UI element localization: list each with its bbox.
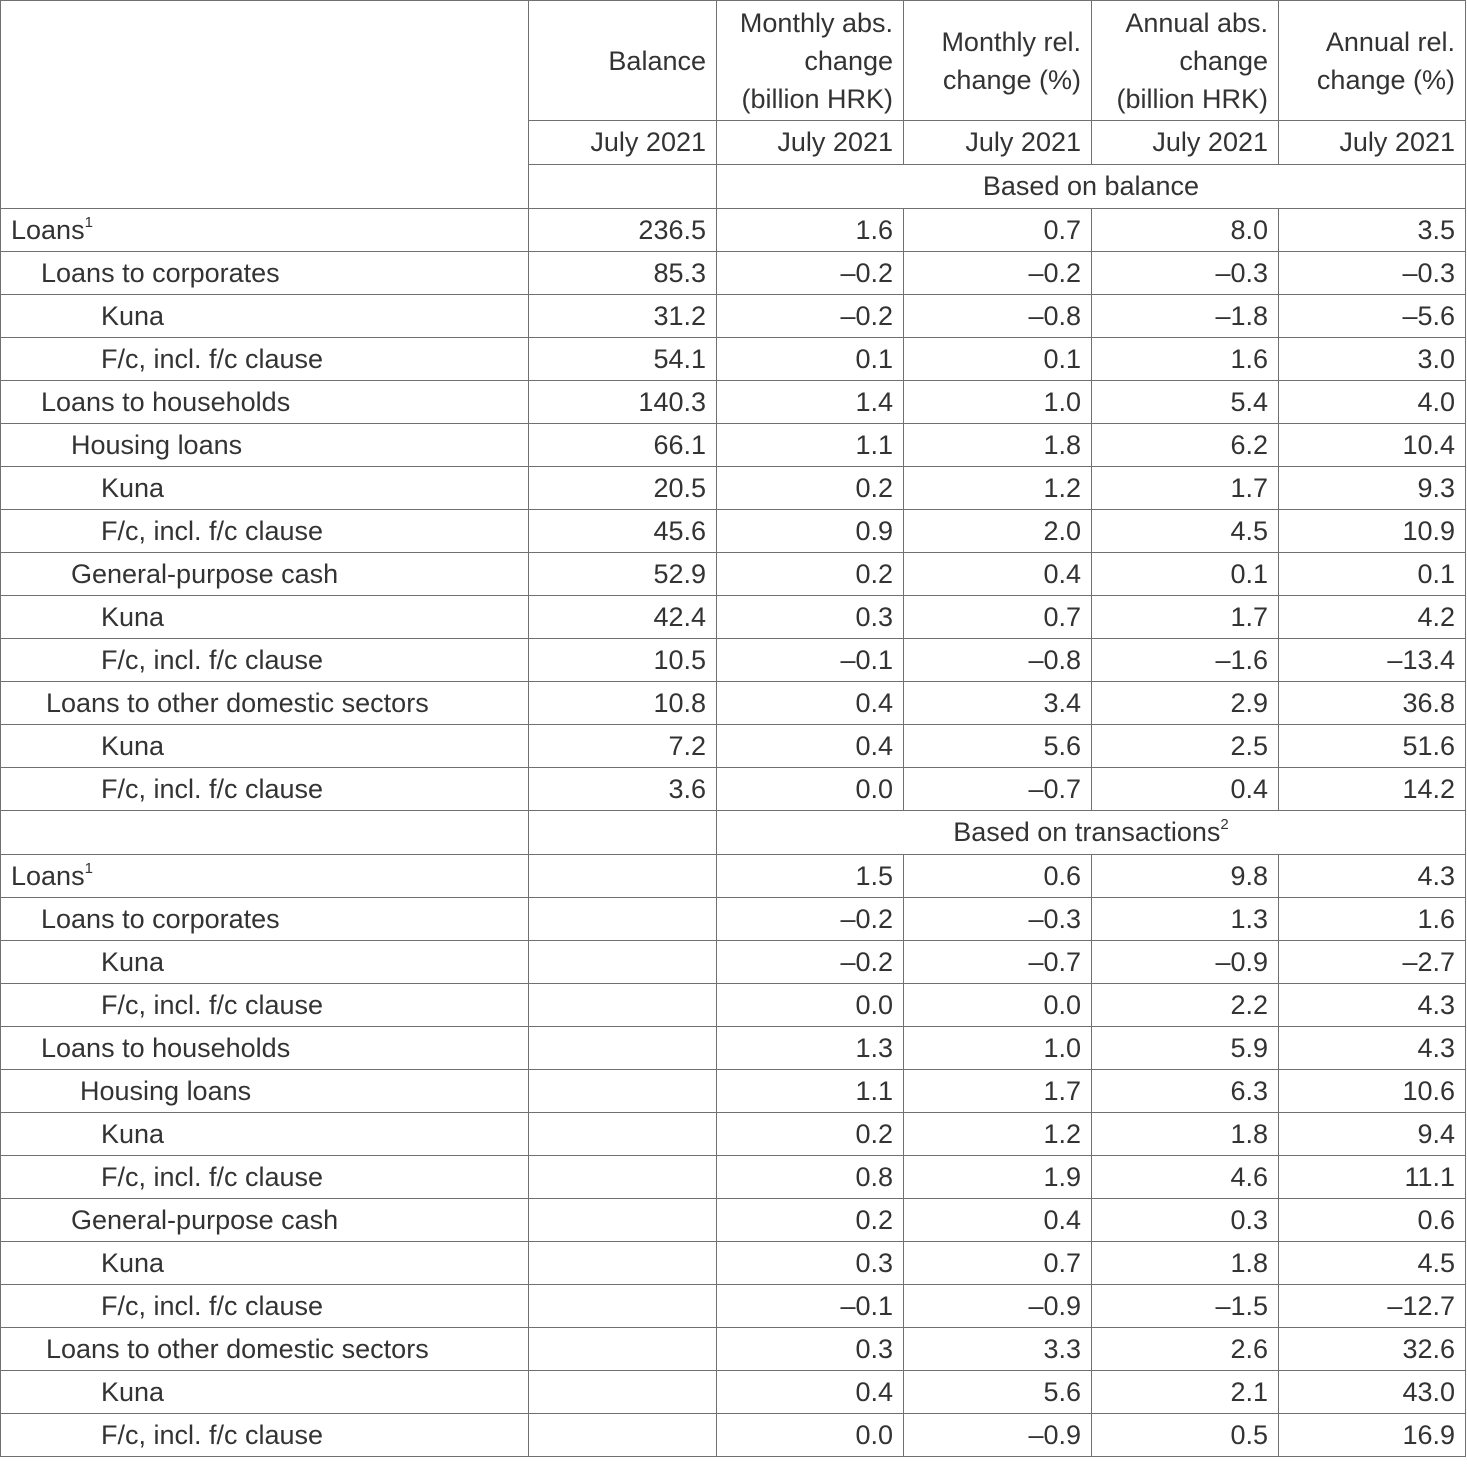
table-cell: 0.0 xyxy=(904,984,1092,1027)
table-cell: 2.2 xyxy=(1092,984,1279,1027)
table-cell: –0.8 xyxy=(904,295,1092,338)
table-cell: –2.7 xyxy=(1279,941,1466,984)
table-cell: 4.2 xyxy=(1279,596,1466,639)
table-cell: 0.1 xyxy=(1279,553,1466,596)
table-row xyxy=(1,295,1466,338)
table-cell: 0.5 xyxy=(1092,1414,1279,1457)
table-cell: 3.4 xyxy=(904,682,1092,725)
table-cell: 31.2 xyxy=(529,295,717,338)
row-label xyxy=(1,596,529,639)
table-cell: 16.9 xyxy=(1279,1414,1466,1457)
row-label-text: F/c, incl. f/c clause xyxy=(101,1419,324,1450)
date-label: July 2021 xyxy=(1279,121,1466,165)
row-label-text: F/c, incl. f/c clause xyxy=(101,1290,324,1321)
row-label-text: Kuna xyxy=(101,1118,165,1149)
table-cell: 1.8 xyxy=(904,424,1092,467)
table-row xyxy=(1,338,1466,381)
table-row xyxy=(1,1371,1466,1414)
table-cell: 4.3 xyxy=(1279,1027,1466,1070)
row-label xyxy=(1,768,529,811)
table-cell: 11.1 xyxy=(1279,1156,1466,1199)
table-cell xyxy=(529,898,717,941)
table-row xyxy=(1,1242,1466,1285)
table-cell: 4.3 xyxy=(1279,984,1466,1027)
row-label xyxy=(1,898,529,941)
row-label xyxy=(1,252,529,295)
row-label-text: Loans xyxy=(11,860,85,891)
table-cell: 1.6 xyxy=(717,209,904,252)
table-cell: 42.4 xyxy=(529,596,717,639)
table-cell: 36.8 xyxy=(1279,682,1466,725)
table-cell: 85.3 xyxy=(529,252,717,295)
table-cell: 4.5 xyxy=(1279,1242,1466,1285)
row-label-text: General-purpose cash xyxy=(71,1204,339,1235)
table-cell: –0.3 xyxy=(1092,252,1279,295)
table-row xyxy=(1,1328,1466,1371)
table-cell: 1.7 xyxy=(904,1070,1092,1113)
row-label-text: F/c, incl. f/c clause xyxy=(101,989,324,1020)
row-label xyxy=(1,639,529,682)
table-cell: 0.2 xyxy=(717,1113,904,1156)
table-cell xyxy=(529,1199,717,1242)
table-cell: 0.3 xyxy=(1092,1199,1279,1242)
section-banner xyxy=(717,165,1466,209)
table-cell: 45.6 xyxy=(529,510,717,553)
section-banner-text: Based on transactions xyxy=(953,817,1221,847)
table-cell: 236.5 xyxy=(529,209,717,252)
row-label xyxy=(1,725,529,768)
table-cell: 3.5 xyxy=(1279,209,1466,252)
table-cell: 1.3 xyxy=(1092,898,1279,941)
row-label-text: F/c, incl. f/c clause xyxy=(101,644,324,675)
table-cell: 0.4 xyxy=(904,553,1092,596)
footnote-marker: 2 xyxy=(1220,816,1229,833)
table-cell: 1.0 xyxy=(904,1027,1092,1070)
table-row xyxy=(1,596,1466,639)
section-banner xyxy=(717,811,1466,855)
table-cell: 32.6 xyxy=(1279,1328,1466,1371)
table-cell: 5.6 xyxy=(904,1371,1092,1414)
table-cell: 1.2 xyxy=(904,467,1092,510)
table-cell: 2.9 xyxy=(1092,682,1279,725)
table-row xyxy=(1,768,1466,811)
row-label-text: Loans to households xyxy=(41,1032,291,1063)
table-cell: –0.3 xyxy=(904,898,1092,941)
table-cell: 0.2 xyxy=(717,1199,904,1242)
table-cell: 1.2 xyxy=(904,1113,1092,1156)
date-label: July 2021 xyxy=(717,121,904,165)
table-cell: 0.9 xyxy=(717,510,904,553)
table-cell: 1.7 xyxy=(1092,596,1279,639)
table-cell: 52.9 xyxy=(529,553,717,596)
table-row xyxy=(1,984,1466,1027)
table-cell: 2.1 xyxy=(1092,1371,1279,1414)
table-row xyxy=(1,424,1466,467)
table-cell: 1.1 xyxy=(717,424,904,467)
table-cell: 2.0 xyxy=(904,510,1092,553)
table-cell: 1.5 xyxy=(717,855,904,898)
table-cell: 140.3 xyxy=(529,381,717,424)
table-cell: 6.2 xyxy=(1092,424,1279,467)
row-label xyxy=(1,510,529,553)
table-cell: –1.8 xyxy=(1092,295,1279,338)
row-label xyxy=(1,984,529,1027)
row-label-text: Kuna xyxy=(101,730,165,761)
table-cell: 51.6 xyxy=(1279,725,1466,768)
table-cell: –0.8 xyxy=(904,639,1092,682)
table-row xyxy=(1,553,1466,596)
footnote-marker: 1 xyxy=(84,213,93,231)
table-row xyxy=(1,898,1466,941)
banner-empty-cell xyxy=(529,165,717,209)
col-header-monthly-abs: Monthly abs. change (billion HRK) xyxy=(717,1,904,121)
banner-empty-cell xyxy=(1,811,529,855)
table-cell: 2.5 xyxy=(1092,725,1279,768)
row-label xyxy=(1,209,529,252)
table-cell: 0.4 xyxy=(717,1371,904,1414)
table-cell: 0.1 xyxy=(717,338,904,381)
table-cell: 1.6 xyxy=(1279,898,1466,941)
table-cell: 0.0 xyxy=(717,1414,904,1457)
table-row xyxy=(1,855,1466,898)
table-row xyxy=(1,1414,1466,1457)
row-label xyxy=(1,1199,529,1242)
row-label-text: Kuna xyxy=(101,1376,165,1407)
row-label xyxy=(1,1113,529,1156)
row-label-text: Kuna xyxy=(101,472,165,503)
table-row xyxy=(1,209,1466,252)
table-cell: –0.7 xyxy=(904,941,1092,984)
row-label-text: Housing loans xyxy=(71,429,243,460)
table-cell: 54.1 xyxy=(529,338,717,381)
table-cell: –12.7 xyxy=(1279,1285,1466,1328)
table-cell: 0.6 xyxy=(1279,1199,1466,1242)
table-cell: –0.2 xyxy=(717,252,904,295)
table-cell: –0.9 xyxy=(904,1414,1092,1457)
table-cell: 8.0 xyxy=(1092,209,1279,252)
table-row xyxy=(1,252,1466,295)
table-row xyxy=(1,1285,1466,1328)
row-label xyxy=(1,1156,529,1199)
table-cell: 10.6 xyxy=(1279,1070,1466,1113)
row-label xyxy=(1,1027,529,1070)
table-cell: 9.4 xyxy=(1279,1113,1466,1156)
table-cell: –13.4 xyxy=(1279,639,1466,682)
table-cell: 0.6 xyxy=(904,855,1092,898)
row-label-text: F/c, incl. f/c clause xyxy=(101,515,324,546)
row-label xyxy=(1,295,529,338)
row-label xyxy=(1,855,529,898)
section-transactions xyxy=(1,855,1466,1457)
table-cell: 3.0 xyxy=(1279,338,1466,381)
row-label-text: F/c, incl. f/c clause xyxy=(101,343,324,374)
table-cell: –5.6 xyxy=(1279,295,1466,338)
row-label xyxy=(1,338,529,381)
table-cell: 0.1 xyxy=(1092,553,1279,596)
table-cell: 1.1 xyxy=(717,1070,904,1113)
table-cell: 6.3 xyxy=(1092,1070,1279,1113)
table-cell: 0.8 xyxy=(717,1156,904,1199)
row-label-text: Kuna xyxy=(101,300,165,331)
section-balance xyxy=(1,209,1466,811)
table-cell: 5.6 xyxy=(904,725,1092,768)
row-label xyxy=(1,424,529,467)
table-cell: –0.2 xyxy=(717,941,904,984)
table-row xyxy=(1,941,1466,984)
row-label-text: General-purpose cash xyxy=(71,558,339,589)
header-row-titles xyxy=(1,1,1466,121)
table-cell: 1.8 xyxy=(1092,1242,1279,1285)
col-header-balance: Balance xyxy=(529,1,717,121)
table-cell: –0.9 xyxy=(904,1285,1092,1328)
table-cell xyxy=(529,1414,717,1457)
table-row xyxy=(1,682,1466,725)
table-row xyxy=(1,1027,1466,1070)
table-cell: 0.2 xyxy=(717,467,904,510)
table-cell: 10.8 xyxy=(529,682,717,725)
table-cell xyxy=(529,1371,717,1414)
row-label-text: Loans to households xyxy=(41,386,291,417)
table-cell: 4.5 xyxy=(1092,510,1279,553)
table-cell xyxy=(529,855,717,898)
row-label-text: Kuna xyxy=(101,601,165,632)
table-cell: 2.6 xyxy=(1092,1328,1279,1371)
row-label xyxy=(1,1070,529,1113)
header-corner xyxy=(1,1,529,209)
table-cell: 14.2 xyxy=(1279,768,1466,811)
table-cell: 4.6 xyxy=(1092,1156,1279,1199)
table-cell: –0.1 xyxy=(717,639,904,682)
table-cell: 0.0 xyxy=(717,984,904,1027)
table-cell: 0.7 xyxy=(904,596,1092,639)
table-cell xyxy=(529,984,717,1027)
table-cell: 1.7 xyxy=(1092,467,1279,510)
row-label xyxy=(1,1414,529,1457)
table-header xyxy=(1,1,1466,209)
table-cell: 0.4 xyxy=(904,1199,1092,1242)
table-cell: 10.5 xyxy=(529,639,717,682)
table-cell: 3.3 xyxy=(904,1328,1092,1371)
date-label: July 2021 xyxy=(1092,121,1279,165)
table-cell: –0.3 xyxy=(1279,252,1466,295)
table-cell: –0.2 xyxy=(717,295,904,338)
table-cell: 10.4 xyxy=(1279,424,1466,467)
row-label xyxy=(1,1328,529,1371)
table-cell: 1.9 xyxy=(904,1156,1092,1199)
table-cell: 43.0 xyxy=(1279,1371,1466,1414)
row-label xyxy=(1,941,529,984)
table-cell: 7.2 xyxy=(529,725,717,768)
date-label: July 2021 xyxy=(904,121,1092,165)
row-label-text: Loans to corporates xyxy=(41,257,280,288)
table-cell: –0.2 xyxy=(904,252,1092,295)
table-cell: 1.3 xyxy=(717,1027,904,1070)
table-cell: –0.7 xyxy=(904,768,1092,811)
table-cell: 0.3 xyxy=(717,1242,904,1285)
table-row xyxy=(1,1156,1466,1199)
table-row xyxy=(1,467,1466,510)
table-cell: 0.4 xyxy=(717,725,904,768)
table-cell: 0.7 xyxy=(904,1242,1092,1285)
table-row xyxy=(1,381,1466,424)
table-cell xyxy=(529,1070,717,1113)
section-banner-row xyxy=(1,811,1466,855)
table-cell: 1.6 xyxy=(1092,338,1279,381)
table-cell: 66.1 xyxy=(529,424,717,467)
table-cell: 1.8 xyxy=(1092,1113,1279,1156)
table-cell: –1.5 xyxy=(1092,1285,1279,1328)
table-cell: 1.4 xyxy=(717,381,904,424)
table-cell xyxy=(529,941,717,984)
table-cell: 4.0 xyxy=(1279,381,1466,424)
table-cell: 9.3 xyxy=(1279,467,1466,510)
footnote-marker: 1 xyxy=(84,859,93,877)
table-row xyxy=(1,639,1466,682)
row-label-text: Loans to corporates xyxy=(41,903,280,934)
table-row xyxy=(1,1199,1466,1242)
table-row xyxy=(1,725,1466,768)
table-cell: 3.6 xyxy=(529,768,717,811)
table-cell: –1.6 xyxy=(1092,639,1279,682)
table-cell: 1.0 xyxy=(904,381,1092,424)
table-cell: 4.3 xyxy=(1279,855,1466,898)
table-cell: –0.2 xyxy=(717,898,904,941)
table-cell: 5.9 xyxy=(1092,1027,1279,1070)
row-label xyxy=(1,1371,529,1414)
col-header-annual-abs: Annual abs. change (billion HRK) xyxy=(1092,1,1279,121)
table-cell: 9.8 xyxy=(1092,855,1279,898)
table-cell: –0.1 xyxy=(717,1285,904,1328)
row-label-text: Kuna xyxy=(101,946,165,977)
table-row xyxy=(1,1113,1466,1156)
table-cell: 0.0 xyxy=(717,768,904,811)
table-cell: 0.4 xyxy=(1092,768,1279,811)
table-cell: 0.2 xyxy=(717,553,904,596)
table-cell xyxy=(529,1285,717,1328)
row-label-text: Loans xyxy=(11,214,85,245)
table-cell xyxy=(529,1113,717,1156)
row-label xyxy=(1,381,529,424)
table-cell xyxy=(529,1328,717,1371)
row-label xyxy=(1,553,529,596)
table-row xyxy=(1,510,1466,553)
row-label-text: Kuna xyxy=(101,1247,165,1278)
row-label xyxy=(1,467,529,510)
row-label-text: F/c, incl. f/c clause xyxy=(101,773,324,804)
table-cell: 0.4 xyxy=(717,682,904,725)
table-cell: 0.1 xyxy=(904,338,1092,381)
table-cell: 10.9 xyxy=(1279,510,1466,553)
table-cell: –0.9 xyxy=(1092,941,1279,984)
col-header-annual-rel: Annual rel. change (%) xyxy=(1279,1,1466,121)
row-label-text: Loans to other domestic sectors xyxy=(46,1333,429,1364)
table-cell: 0.3 xyxy=(717,596,904,639)
row-label xyxy=(1,1285,529,1328)
table-cell: 0.3 xyxy=(717,1328,904,1371)
date-label: July 2021 xyxy=(529,121,717,165)
table-cell: 0.7 xyxy=(904,209,1092,252)
table-cell xyxy=(529,1242,717,1285)
table-cell xyxy=(529,1027,717,1070)
row-label xyxy=(1,1242,529,1285)
table-cell: 5.4 xyxy=(1092,381,1279,424)
table-row xyxy=(1,1070,1466,1113)
banner-empty-cell xyxy=(529,811,717,855)
table-cell xyxy=(529,1156,717,1199)
section-banner-transactions xyxy=(1,811,1466,855)
table-cell: 20.5 xyxy=(529,467,717,510)
row-label-text: Housing loans xyxy=(80,1075,252,1106)
row-label-text: F/c, incl. f/c clause xyxy=(101,1161,324,1192)
row-label-text: Loans to other domestic sectors xyxy=(46,687,429,718)
row-label xyxy=(1,682,529,725)
section-banner-text: Based on balance xyxy=(982,171,1200,201)
col-header-monthly-rel: Monthly rel. change (%) xyxy=(904,1,1092,121)
